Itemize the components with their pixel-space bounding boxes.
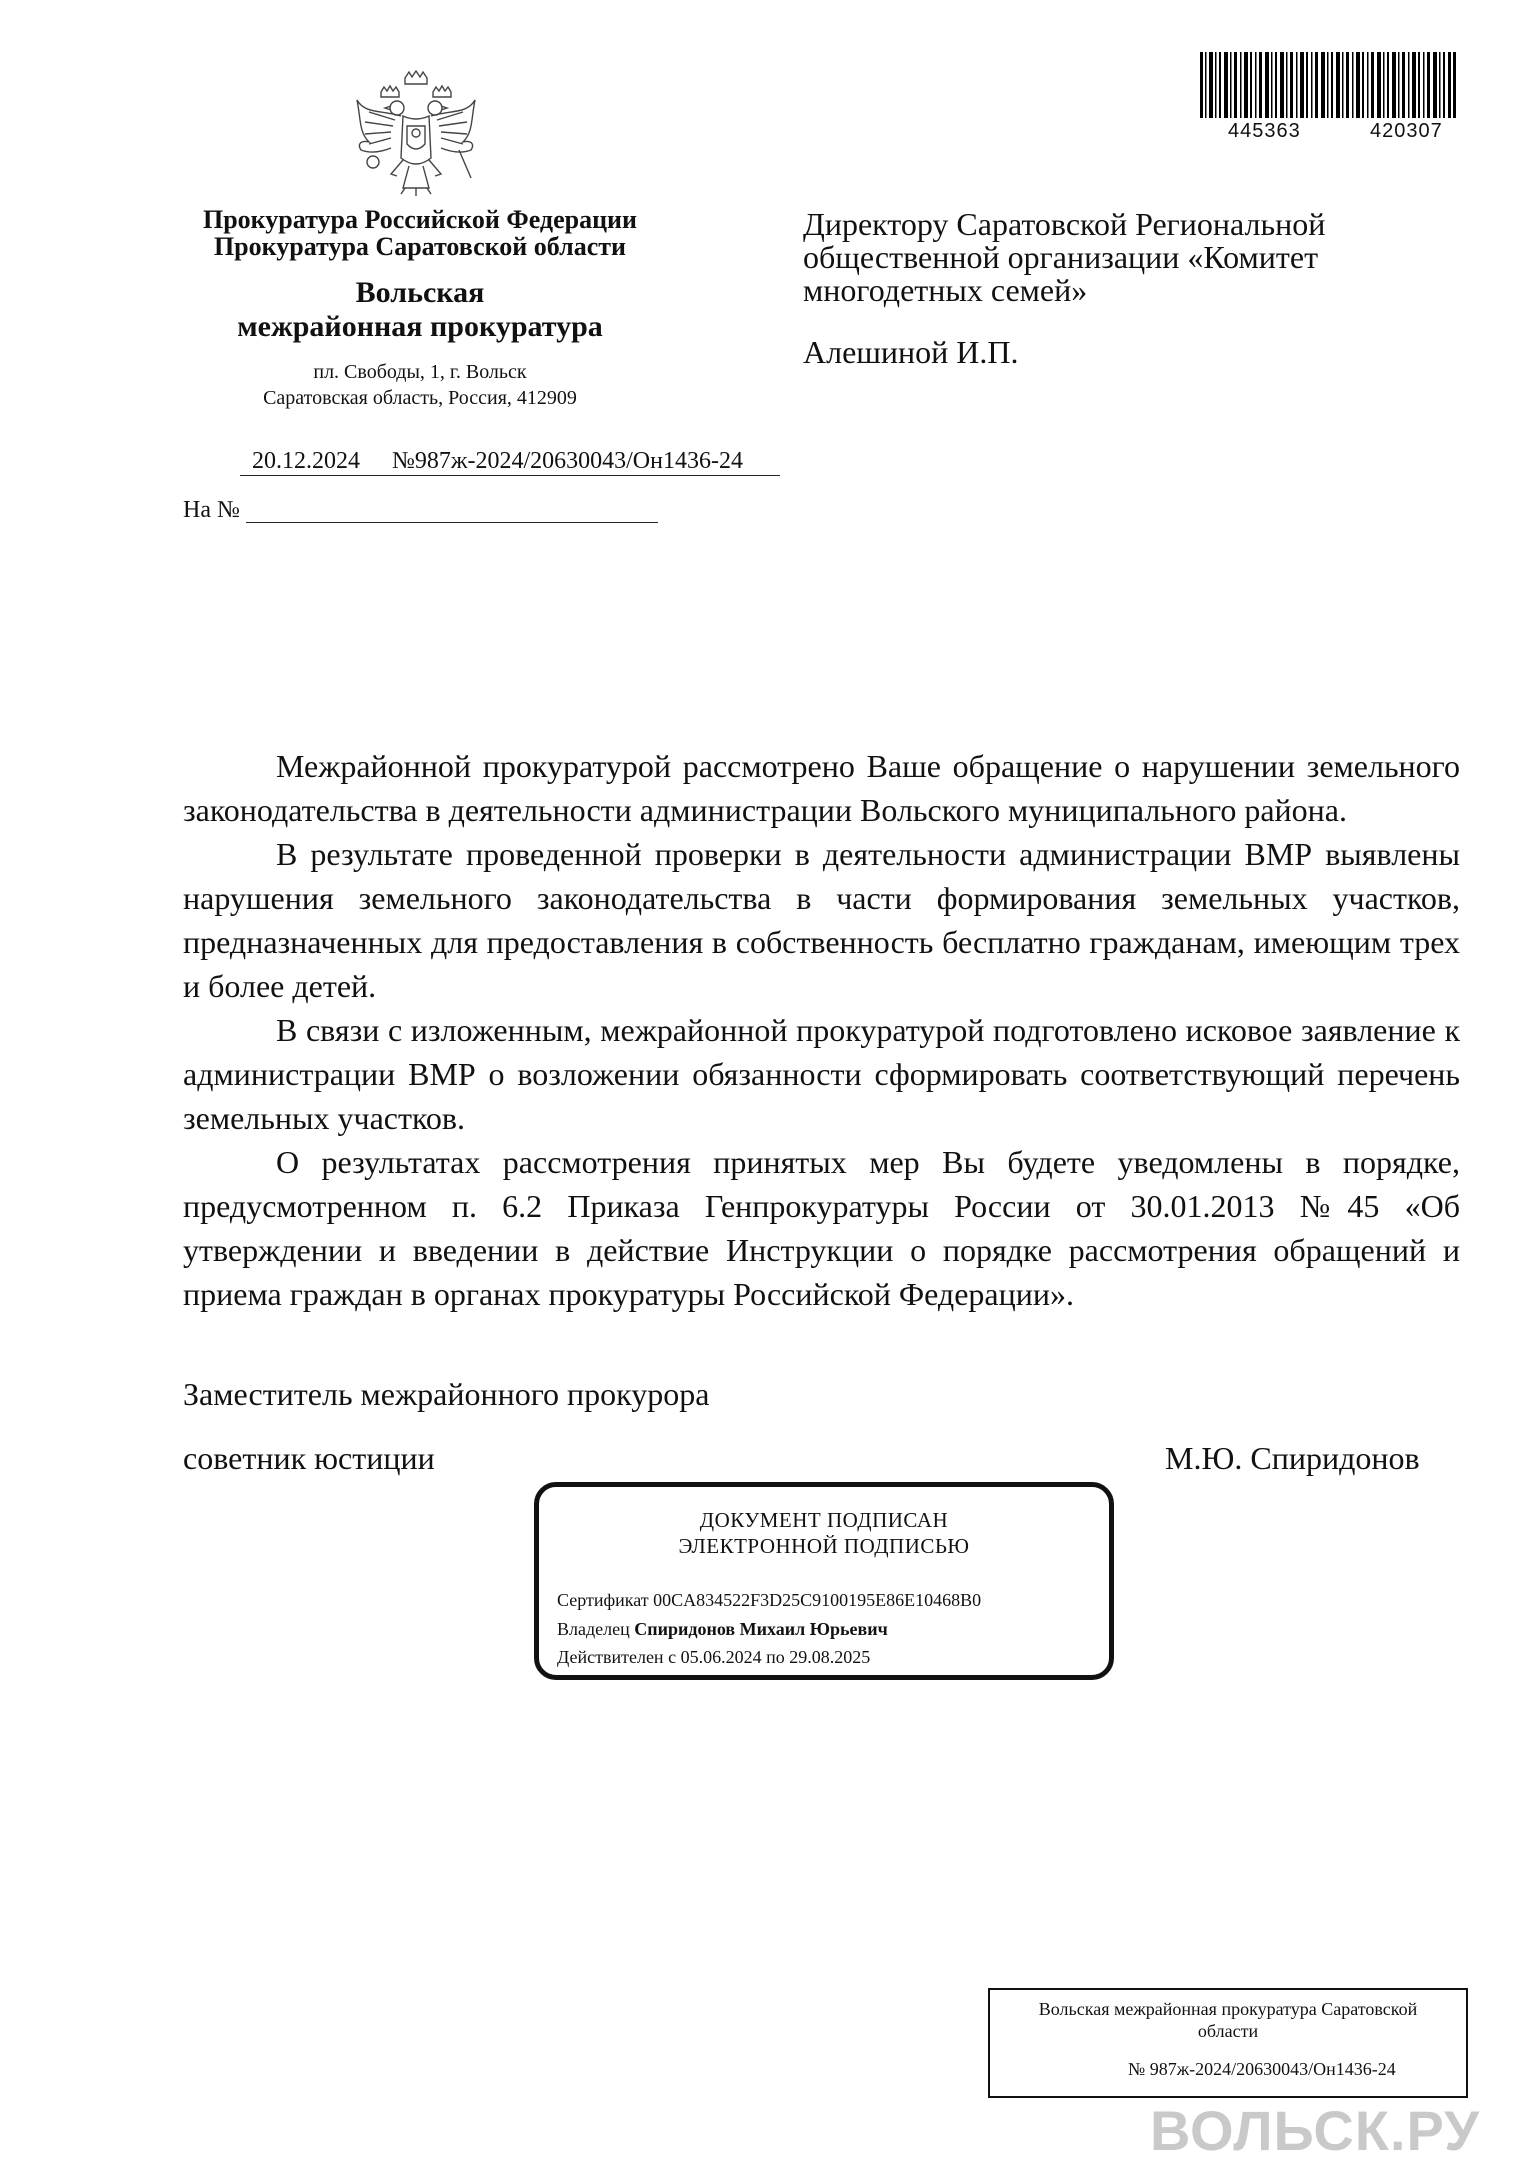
stamp-owner [557, 1619, 888, 1640]
registration-date: 20.12.2024 [240, 448, 402, 476]
sender-org-line4: межрайонная прокуратура [237, 310, 603, 343]
coat-of-arms-icon [351, 70, 481, 198]
owner-value: Спиридонов Михаил Юрьевич [634, 1619, 888, 1639]
valid-from-date: 05.06.2024 [680, 1647, 762, 1667]
certificate-label: Сертификат [557, 1590, 649, 1610]
valid-label: Действителен [557, 1647, 664, 1667]
footer-org-line2: области [1197, 2021, 1259, 2041]
footer-org-line1: Вольская межрайонная прокуратура Саратовской [1038, 1999, 1418, 2019]
body-paragraph-3: В связи с изложенным, межрайонной прокуратурой подготовлено исковое заявление к администрации ВМР о возложении обязанности сформировать соответствующий перечень земельных участков. [183, 1012, 1460, 1136]
recipient-line2: общественной организации «Комитет [803, 239, 1319, 275]
barcode [1200, 52, 1456, 118]
reply-number-label: На № [183, 497, 240, 523]
sender-org-line3: Вольская [355, 276, 485, 309]
registration-number: №987ж-2024/20630043/Он1436-24 [392, 448, 780, 476]
recipient-line3: многодетных семей» [803, 272, 1088, 308]
certificate-value: 00CA834522F3D25C9100195E86E10468B0 [653, 1590, 982, 1610]
valid-to-label: по [766, 1647, 785, 1667]
recipient-line1: Директору Саратовской Региональной [803, 206, 1326, 242]
sender-org-line1: Прокуратура Российской Федерации [202, 205, 638, 234]
stamp-title-line1: ДОКУМЕНТ ПОДПИСАН [699, 1508, 949, 1532]
body-paragraph-4: О результатах рассмотрения принятых мер Вы будете уведомлены в порядке, предусмотренном п. 6.2 Приказа Генпрокуратуры России от 30.01.2013 №45 «Об утверждении и введении в действие Инструкции о порядке рассмотрения обращений и приема граждан в органах прокуратуры Российской Федерации». [183, 1144, 1460, 1312]
sender-address-line1: пл. Свободы, 1, г. Вольск [313, 361, 527, 383]
body-paragraph-1: Межрайонной прокуратурой рассмотрено Ваше обращение о нарушении земельного законодательства в деятельности администрации Вольского муниципального района. [183, 748, 1460, 828]
signer-name: М.Ю. Спиридонов [1165, 1440, 1420, 1476]
footer-number-label: № [1128, 2059, 1146, 2079]
site-watermark: ВОЛЬСК.РУ [1150, 2099, 1480, 2162]
recipient-name: Алешиной И.П. [803, 334, 1019, 370]
footer-number [1128, 2058, 1527, 2080]
signer-rank: советник юстиции [183, 1440, 435, 1476]
footer-number-value: 987ж-2024/20630043/Он1436-24 [1149, 2059, 1396, 2079]
signer-position: Заместитель межрайонного прокурора [183, 1376, 710, 1412]
stamp-title-line2: ЭЛЕКТРОННОЙ ПОДПИСЬЮ [678, 1534, 970, 1558]
reply-number-line [246, 522, 658, 523]
barcode-number-left: 445363 [1228, 120, 1301, 142]
stamp-certificate [557, 1590, 981, 1611]
footer-registration-box [988, 1988, 1468, 2098]
owner-label: Владелец [557, 1619, 630, 1639]
electronic-signature-stamp [534, 1482, 1114, 1680]
recipient-block [803, 208, 1443, 369]
sender-address-line2: Саратовская область, Россия, 412909 [263, 387, 577, 409]
letter-body [183, 744, 1460, 1316]
stamp-validity [557, 1647, 870, 1668]
valid-to-date: 29.08.2025 [789, 1647, 871, 1667]
barcode-number-right: 420307 [1370, 120, 1443, 142]
sender-org-line2: Прокуратура Саратовской области [213, 232, 627, 261]
valid-from-label: с [668, 1647, 677, 1667]
body-paragraph-2: В результате проведенной проверки в деятельности администрации ВМР выявлены нарушения земельного законодательства в части формирования земельных участков, предназначенных для предоставления в собственность бесплатно гражданам, имеющим трех и более детей. [183, 836, 1460, 1004]
